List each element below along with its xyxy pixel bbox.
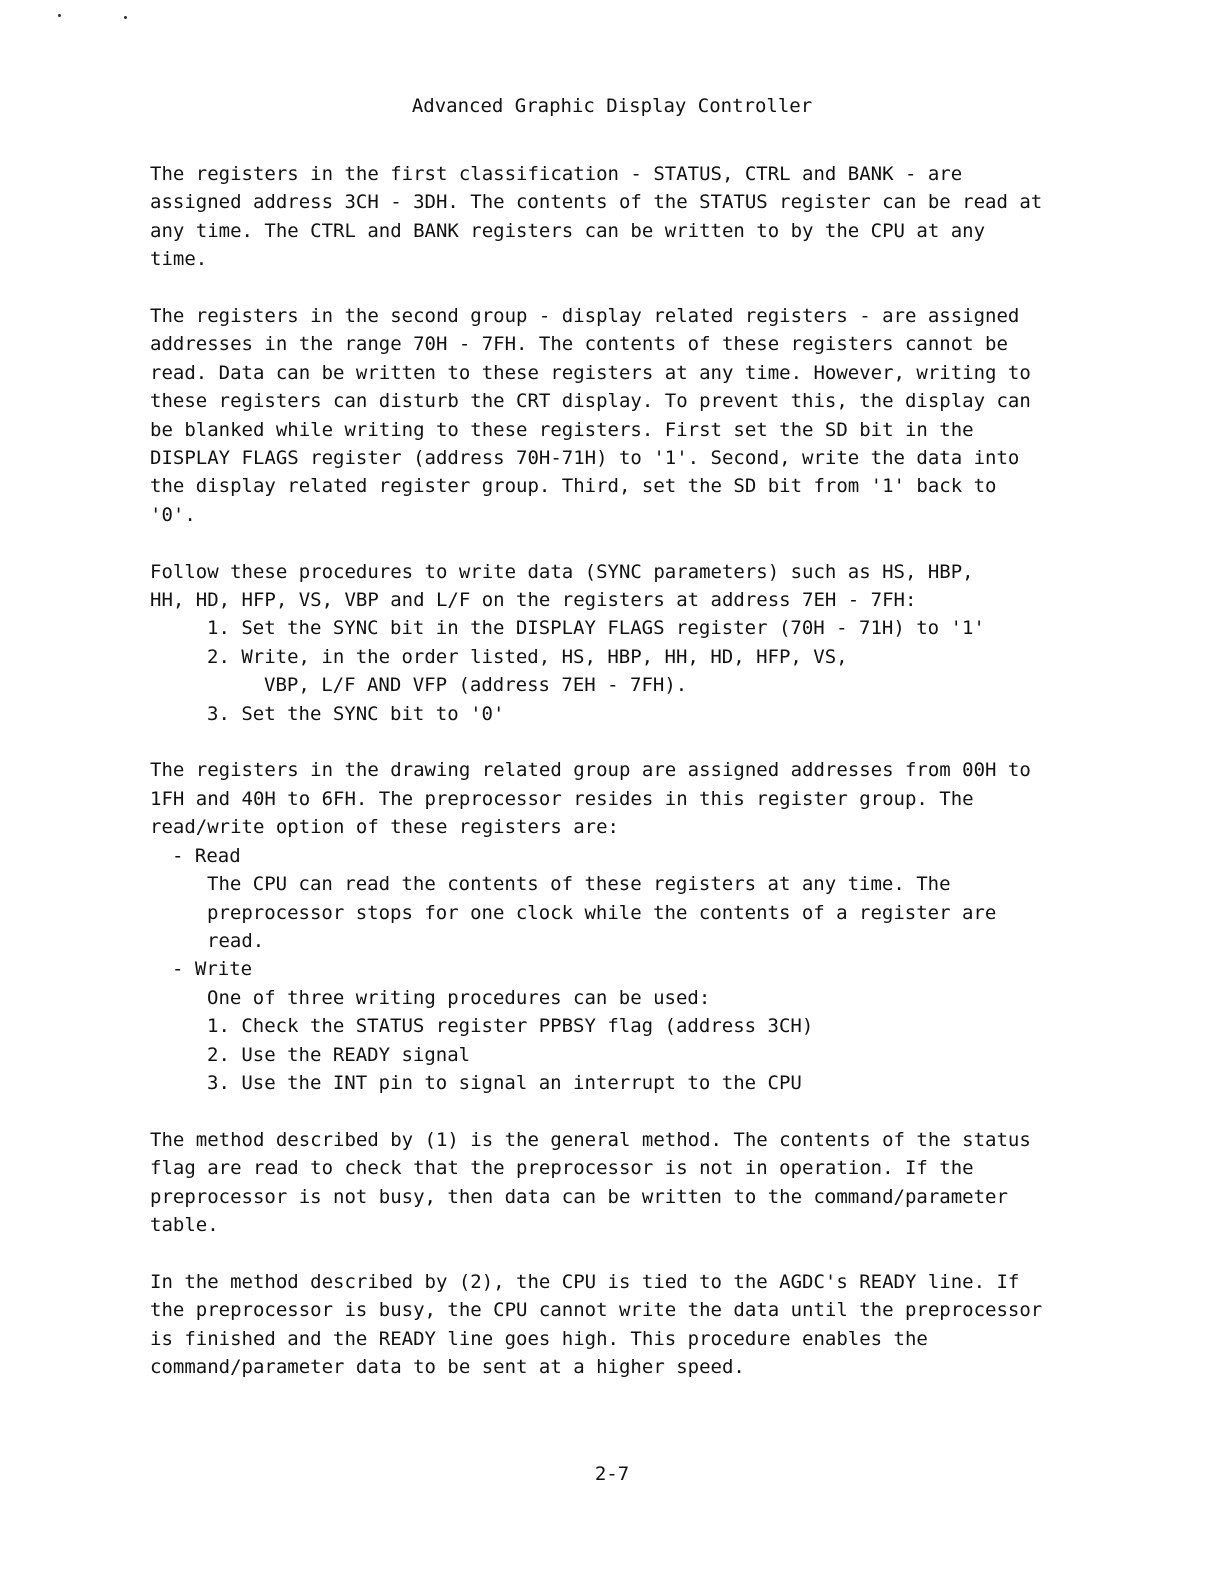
text-line: the preprocessor is busy, the CPU cannot write the data until the preprocessor [150, 1299, 1043, 1322]
text-line: table. [150, 1213, 219, 1236]
list-item: 3. Use the INT pin to signal an interrupt to the CPU [207, 1071, 802, 1094]
read-option [150, 842, 1080, 956]
scan-speck [58, 14, 61, 17]
write-option-label: - Write [172, 958, 253, 981]
text-line: HH, HD, HFP, VS, VBP and L/F on the registers at address 7EH - 7FH: [150, 589, 917, 612]
text-line: The registers in the first classification - STATUS, CTRL and BANK - are [150, 163, 963, 185]
sync-steps-list [150, 614, 1080, 728]
text-line: read. Data can be written to these registers at any time. However, writing to [150, 361, 1031, 384]
text-line: be blanked while writing to these registers. First set the SD bit in the [150, 418, 974, 441]
read-option-label: - Read [172, 844, 241, 867]
list-item-continuation: VBP, L/F AND VFP (address 7EH - 7FH). [264, 674, 688, 697]
text-line: is finished and the READY line goes high. This procedure enables the [150, 1327, 928, 1350]
text-line: The CPU can read the contents of these registers at any time. The [207, 873, 951, 896]
text-line: assigned address 3CH - 3DH. The contents of the STATUS register can be read at [150, 191, 1043, 214]
text-line: The method described by (1) is the general method. The contents of the status [150, 1128, 1031, 1151]
document-body [150, 160, 1080, 1410]
text-line: The registers in the second group - display related registers - are assigned [150, 305, 1020, 328]
scan-speck [124, 16, 127, 19]
text-line: flag are read to check that the preprocessor is not in operation. If the [150, 1157, 974, 1180]
paragraph-ready-method [150, 1268, 1080, 1382]
text-line: The registers in the drawing related group are assigned addresses from 00H to [150, 759, 1031, 782]
list-item: 2. Use the READY signal [207, 1043, 471, 1066]
write-option-body [150, 984, 1080, 1098]
text-line: '0'. [150, 503, 196, 526]
list-item [150, 643, 1080, 700]
text-line: preprocessor is not busy, then data can be written to the command/parameter [150, 1185, 1008, 1208]
text-line: addresses in the range 70H - 7FH. The contents of these registers cannot be [150, 333, 1008, 356]
text-line: the display related register group. Third, set the SD bit from '1' back to [150, 475, 997, 498]
list-item: 1. Check the STATUS register PPBSY flag (address 3CH) [207, 1015, 814, 1038]
read-option-body [150, 870, 1080, 955]
text-line: any time. The CTRL and BANK registers can be written to by the CPU at any [150, 219, 986, 242]
text-line: Follow these procedures to write data (SYNC parameters) such as HS, HBP, [150, 560, 974, 583]
paragraph-first-classification [150, 160, 1080, 274]
text-line: command/parameter data to be sent at a higher speed. [150, 1355, 745, 1378]
text-line: preprocessor stops for one clock while the contents of a register are [207, 901, 997, 924]
list-item: 1. Set the SYNC bit in the DISPLAY FLAGS register (70H - 71H) to '1' [207, 617, 985, 640]
text-line: In the method described by (2), the CPU is tied to the AGDC's READY line. If [150, 1270, 1020, 1293]
page-title: Advanced Graphic Display Controller [411, 95, 813, 117]
text-line: these registers can disturb the CRT display. To prevent this, the display can [150, 390, 1031, 413]
page-number: 2-7 [594, 1463, 630, 1485]
paragraph-general-method [150, 1126, 1080, 1240]
text-line: One of three writing procedures can be used: [207, 986, 711, 1009]
drawing-group-section [150, 756, 1080, 1097]
text-line: read/write option of these registers are: [150, 816, 619, 839]
text-line: DISPLAY FLAGS register (address 70H-71H) to '1'. Second, write the data into [150, 447, 1020, 470]
text-line: 1FH and 40H to 6FH. The preprocessor resides in this register group. The [150, 787, 974, 810]
paragraph-second-group [150, 302, 1080, 529]
write-option [150, 955, 1080, 1097]
list-item-text: 2. Write, in the order listed, HS, HBP, HH, HD, HFP, VS, [207, 645, 848, 668]
sync-procedure-section [150, 558, 1080, 728]
text-line: read. [207, 929, 265, 952]
list-item: 3. Set the SYNC bit to '0' [207, 702, 505, 725]
text-line: time. [150, 248, 208, 271]
